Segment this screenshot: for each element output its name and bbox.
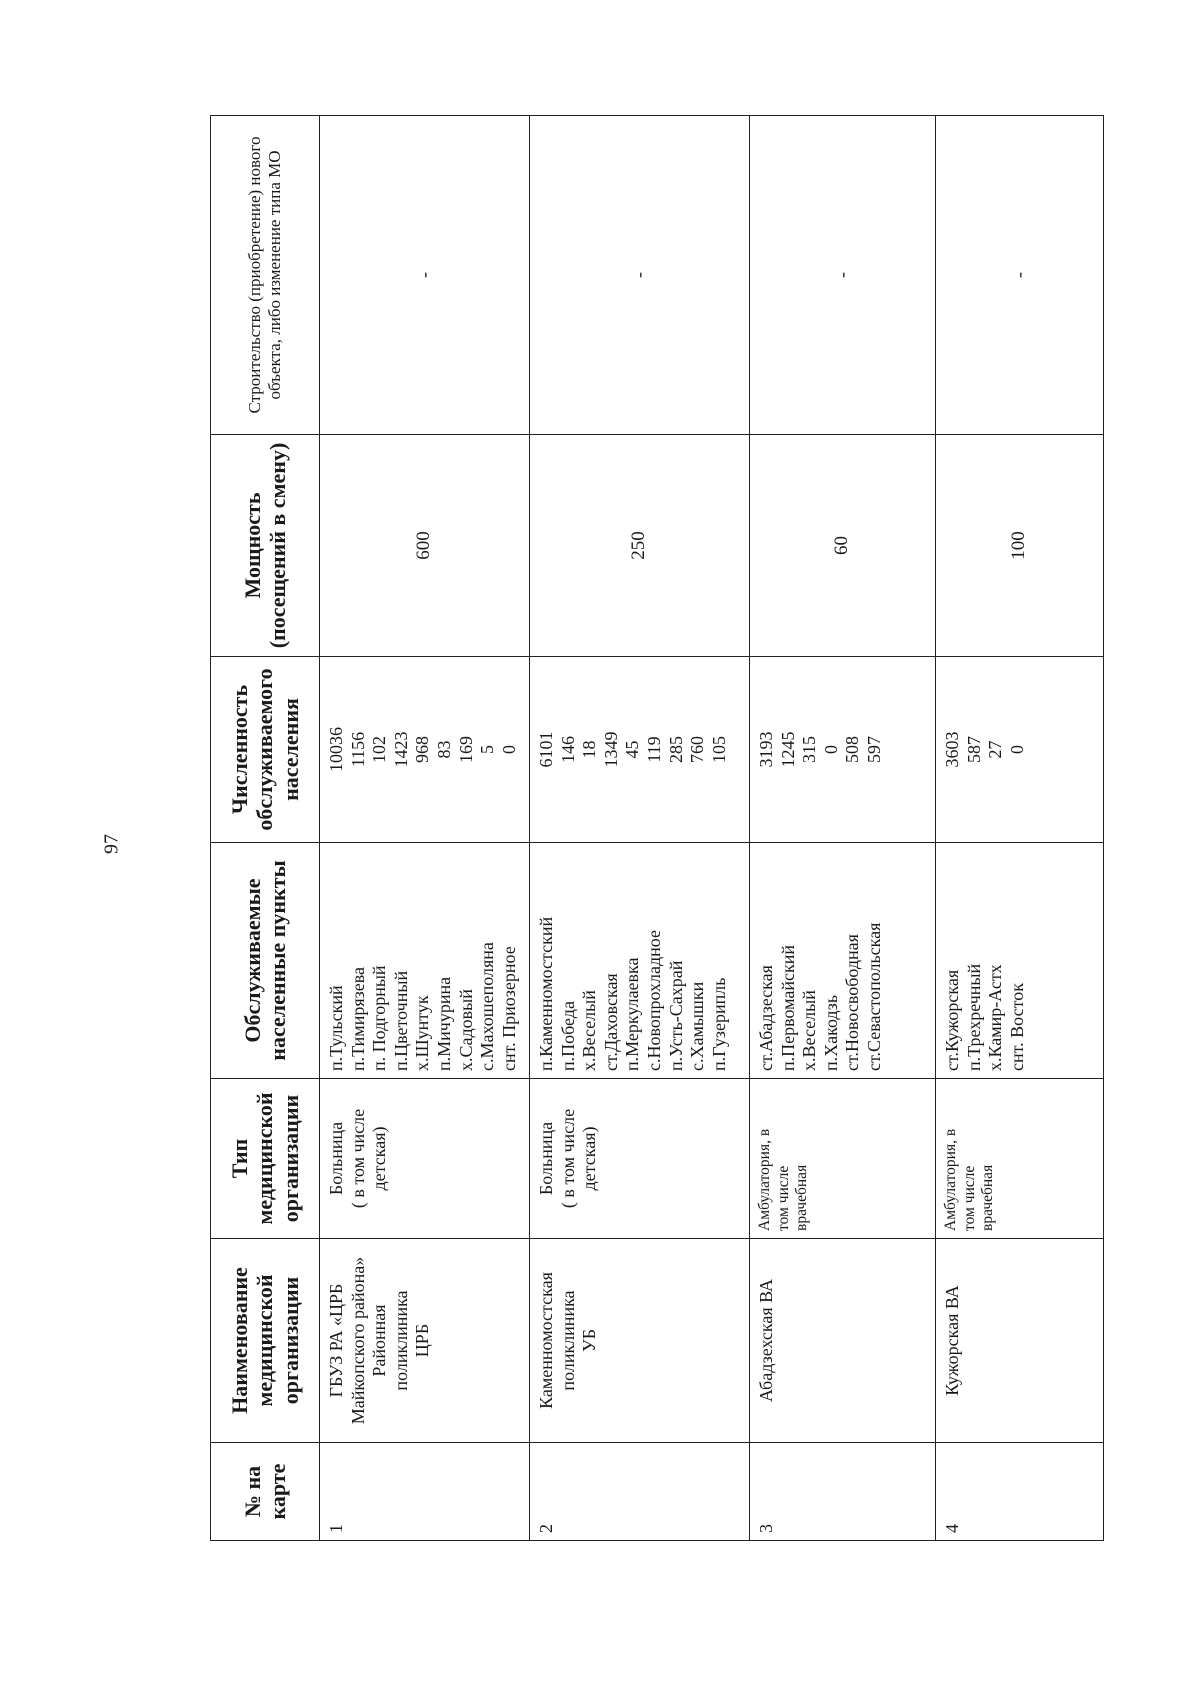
construction-cell: -	[750, 116, 936, 435]
population-cell-line: 0	[820, 745, 841, 754]
header-settlements: Обслуживаемые населенные пункты	[211, 843, 320, 1079]
population-cell-line: 508	[842, 736, 863, 763]
population-cell-line: 760	[687, 736, 708, 763]
settlements-cell-line: п.Хакодзь	[820, 994, 841, 1071]
header-organization-type: Тип медицинской организации	[211, 1079, 320, 1239]
settlements-cell-line: п.Меркулаевка	[622, 957, 643, 1071]
header-population: Численность обслуживаемого населения	[211, 657, 320, 843]
settlements-cell	[750, 843, 936, 1079]
settlements-cell-line: х.Шунтук	[412, 995, 433, 1071]
population-cell-line: 10036	[326, 727, 346, 772]
population-cell-line: 119	[643, 736, 664, 763]
settlements-cell-line: п. Подгорный	[369, 965, 390, 1071]
capacity-cell: 250	[530, 435, 750, 657]
header-capacity: Мощность (посещений в смену)	[211, 435, 320, 657]
population-cell-line: 102	[369, 736, 390, 763]
organization-type-cell-line: Амбулатория, в	[756, 1128, 773, 1231]
settlements-cell-line: ст.Кужорская	[942, 969, 962, 1071]
organization-type-cell	[936, 1079, 1104, 1239]
settlements-cell-line: п.Мичурина	[433, 976, 454, 1071]
population-cell-line: 3603	[942, 731, 962, 768]
settlements-cell-line: п.Победа	[557, 1001, 578, 1071]
settlements-cell-line: х.Камир-Астх	[985, 964, 1006, 1071]
population-cell-line: 169	[455, 736, 476, 763]
settlements-cell-line: п.Тимирязева	[347, 967, 368, 1071]
organization-name-cell	[936, 1239, 1104, 1443]
settlements-cell-line: х.Садовый	[455, 989, 476, 1071]
population-cell-line: 1423	[390, 731, 411, 768]
organization-name-cell-line: поликлиника	[390, 1290, 411, 1391]
population-cell-line: 83	[433, 740, 454, 759]
population-cell-line: 45	[622, 740, 643, 759]
table-header-row	[211, 116, 320, 1541]
settlements-cell-line: снт. Приозерное	[498, 946, 519, 1071]
header-construction: Строительство (приобретение) нового объекта, либо изменение типа МО	[211, 116, 320, 435]
organization-name-cell	[530, 1239, 750, 1443]
organization-type-cell-line: Амбулатория, в	[942, 1128, 959, 1231]
capacity-cell: 100	[936, 435, 1104, 657]
settlements-cell-line: х.Веселый	[799, 990, 820, 1071]
settlements-cell-line: ст.Севастопольская	[863, 922, 884, 1071]
settlements-cell-line: п.Трехречный	[963, 963, 984, 1071]
settlements-cell	[320, 843, 530, 1079]
population-cell-line: 587	[963, 736, 984, 763]
organization-name-cell-line: поликлиника	[557, 1290, 578, 1391]
settlements-cell-line: п.Цветочный	[390, 970, 411, 1071]
map-number-cell: 1	[320, 1443, 530, 1541]
organization-name-cell-line: Районная	[369, 1304, 390, 1377]
organization-name-cell-line: ГБУЗ РА «ЦРБ	[326, 1283, 346, 1398]
organization-name-cell-line: Майкопского района»	[347, 1256, 368, 1425]
organization-name-cell-line: Абадзехская ВА	[756, 1278, 776, 1403]
population-cell-line: 0	[1006, 745, 1027, 754]
population-cell-line: 3193	[756, 731, 776, 768]
population-cell	[320, 657, 530, 843]
settlements-cell-line: х.Веселый	[579, 990, 600, 1071]
population-cell	[530, 657, 750, 843]
organization-type-cell	[530, 1079, 750, 1239]
organization-name-cell-line: Кужорская ВА	[942, 1285, 962, 1396]
settlements-cell-line: п.Первомайский	[777, 944, 798, 1071]
population-cell-line: 27	[985, 740, 1006, 759]
organization-type-cell-line: детская)	[369, 1126, 390, 1191]
organization-type-cell-line: детская)	[579, 1126, 600, 1191]
organization-name-cell-line: УБ	[579, 1328, 600, 1353]
population-cell	[750, 657, 936, 843]
settlements-cell-line: ст.Абадзеская	[756, 965, 776, 1071]
organization-type-cell	[750, 1079, 936, 1239]
header-organization-name: Наименование медицинской организации	[211, 1239, 320, 1443]
organization-type-cell-line: врачебная	[793, 1164, 811, 1231]
settlements-cell-line: с.Хамышки	[687, 981, 708, 1071]
construction-cell: -	[320, 116, 530, 435]
settlements-cell-line: снт. Восток	[1006, 983, 1027, 1071]
population-cell-line: 285	[665, 736, 686, 763]
settlements-cell-line: ст.Даховская	[600, 973, 621, 1071]
table-row	[750, 116, 936, 1541]
population-cell-line: 1156	[347, 731, 368, 768]
organization-type-cell-line: Больница	[536, 1121, 556, 1196]
construction-cell: -	[936, 116, 1104, 435]
population-cell-line: 5	[477, 745, 498, 754]
settlements-cell-line: с.Махошеполяна	[477, 942, 498, 1071]
settlements-cell-line: с.Новопрохладное	[643, 929, 664, 1071]
settlements-cell-line: п.Усть-Сахрай	[665, 960, 686, 1071]
page-number: 97	[100, 834, 123, 854]
organization-type-cell-line: Больница	[326, 1121, 346, 1196]
construction-cell: -	[530, 116, 750, 435]
settlements-cell-line: п.Каменномостский	[536, 916, 556, 1071]
population-cell-line: 105	[708, 736, 729, 763]
population-cell-line: 18	[579, 740, 600, 759]
population-cell-line: 968	[412, 736, 433, 763]
capacity-cell: 600	[320, 435, 530, 657]
map-number-cell: 4	[936, 1443, 1104, 1541]
organization-type-cell	[320, 1079, 530, 1239]
organization-name-cell-line: ЦРБ	[412, 1323, 433, 1358]
table-row	[530, 116, 750, 1541]
population-cell-line: 1349	[600, 731, 621, 768]
organization-name-cell	[320, 1239, 530, 1443]
map-number-cell: 3	[750, 1443, 936, 1541]
header-map-number: № на карте	[211, 1443, 320, 1541]
organization-name-cell	[750, 1239, 936, 1443]
population-cell	[936, 657, 1104, 843]
population-cell-line: 0	[498, 745, 519, 754]
settlements-cell-line: п.Тульский	[326, 985, 346, 1071]
capacity-cell: 60	[750, 435, 936, 657]
population-cell-line: 315	[799, 736, 820, 763]
organization-type-cell-line: врачебная	[979, 1164, 997, 1231]
settlements-cell	[936, 843, 1104, 1079]
table-row	[320, 116, 530, 1541]
table-container	[210, 116, 1090, 1541]
population-cell-line: 1245	[777, 731, 798, 768]
population-cell-line: 146	[557, 736, 578, 763]
table-row	[936, 116, 1104, 1541]
organization-name-cell-line: Каменномостская	[536, 1272, 556, 1409]
organization-type-cell-line: ( в том числе	[347, 1108, 368, 1209]
population-cell-line: 6101	[536, 731, 556, 768]
organization-type-cell-line: том числе	[960, 1165, 978, 1231]
medical-organizations-table	[210, 115, 1104, 1541]
organization-type-cell-line: том числе	[774, 1165, 792, 1231]
settlements-cell-line: п.Гузерипль	[708, 977, 729, 1071]
map-number-cell: 2	[530, 1443, 750, 1541]
population-cell-line: 597	[863, 736, 884, 763]
settlements-cell	[530, 843, 750, 1079]
settlements-cell-line: ст.Новосвободная	[842, 934, 863, 1071]
organization-type-cell-line: ( в том числе	[557, 1108, 578, 1209]
